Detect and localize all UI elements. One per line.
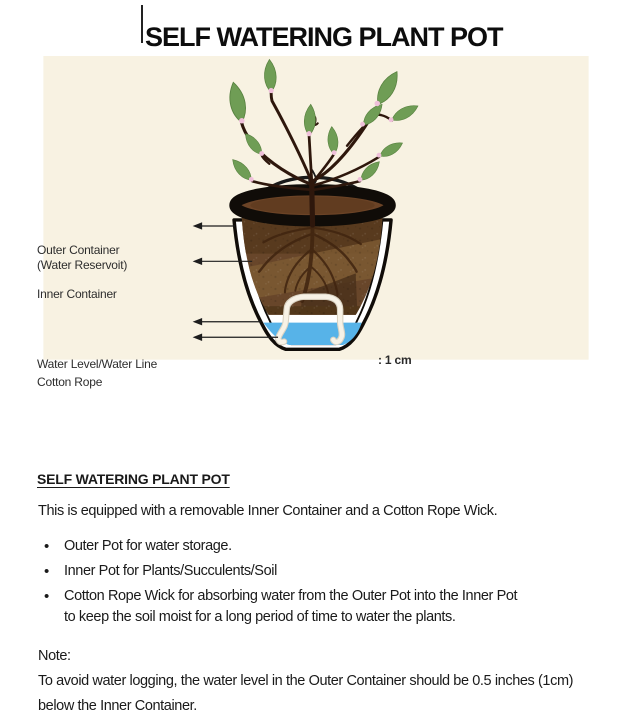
label-water-level: Water Level/Water Line	[37, 357, 158, 371]
label-outer-line1: Outer Container	[37, 243, 120, 257]
list-item-text: to keep the soil moist for a long period of time to water the plants.	[64, 609, 456, 625]
list-item-text: • Cotton Rope Wick for absorbing water from the Outer Pot into the Inner Pot	[64, 588, 518, 604]
label-inner-container: Inner Container	[37, 287, 117, 301]
label-cotton-rope: Cotton Rope	[37, 375, 103, 389]
note-section	[38, 645, 573, 714]
list-item-text: • Outer Pot for water storage.	[64, 538, 232, 554]
plant-pot-diagram	[0, 56, 632, 408]
plant-pot-illustration	[0, 56, 632, 408]
note-text-line1: To avoid water logging, the water level in the Outer Container should be 0.5 inches (1cm)	[38, 673, 574, 689]
note-text-line2: below the Inner Container.	[38, 698, 197, 714]
list-item	[38, 561, 598, 582]
section-heading: SELF WATERING PLANT POT	[37, 471, 230, 487]
intro-paragraph: This is equipped with a removable Inner Container and a Cotton Rope Wick.	[38, 503, 498, 519]
text-cursor	[141, 5, 143, 43]
note-label: Note:	[38, 648, 71, 664]
feature-list	[38, 536, 598, 632]
list-item-text: • Inner Pot for Plants/Succulents/Soil	[64, 563, 277, 579]
label-outer-line2: (Water Reservoit)	[37, 258, 128, 272]
list-item	[38, 536, 598, 557]
list-item	[38, 586, 598, 628]
page-title: SELF WATERING PLANT POT	[145, 22, 503, 53]
label-outer-container	[37, 243, 127, 273]
label-one-cm-gap: : 1 cm	[378, 353, 412, 367]
